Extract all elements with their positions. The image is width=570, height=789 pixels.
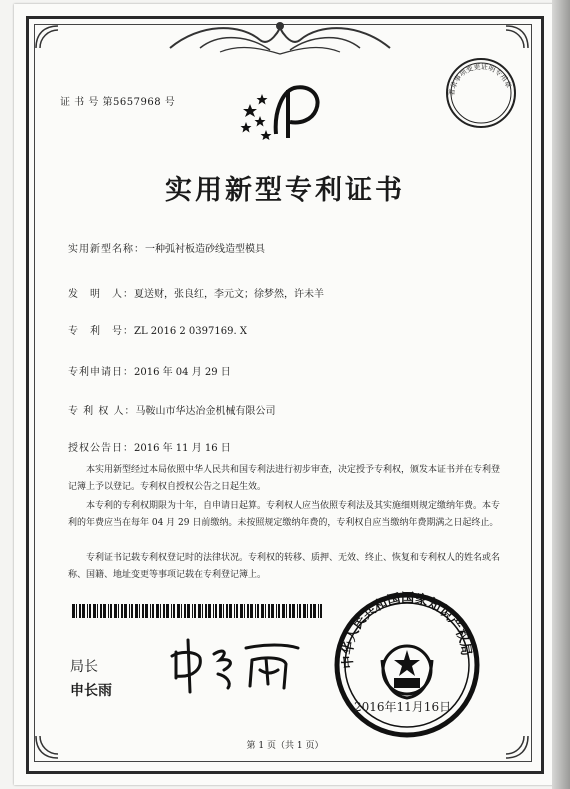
barcode	[72, 604, 328, 618]
patentee-label: 专 利 权 人：	[68, 406, 136, 417]
official-seal	[332, 590, 482, 740]
inventor-row	[68, 285, 324, 300]
certificate-title: 实用新型专利证书	[165, 175, 405, 206]
statement-paragraph-1: 本实用新型经过本局依照中华人民共和国专利法进行初步审查，决定授予专利权，颁发本证书并在专利登记簿上予以登记。专利权自授权公告之日起生效。	[68, 465, 501, 492]
name-value: 一种弧衬板造砂线造型模具	[145, 244, 265, 255]
director-name: 申长雨	[70, 683, 112, 699]
inventor-label: 发 明 人：	[68, 289, 134, 300]
seal-text: 中华人民共和国国家知识产权局	[340, 591, 474, 670]
page-edge-shadow	[552, 0, 570, 789]
change-certification-stamp	[444, 56, 518, 130]
seal-date: 2016年11月16日	[354, 700, 452, 714]
grant-date-row	[68, 439, 231, 454]
top-ornament	[160, 18, 400, 58]
utility-model-name-row	[68, 240, 265, 255]
grant-date-label: 授权公告日：	[68, 443, 134, 454]
patent-office-logo	[236, 82, 326, 142]
patentee-row	[68, 402, 276, 417]
statement-paragraph-3: 专利证书记载专利权登记时的法律状况。专利权的转移、质押、无效、终止、恢复和专利权人的姓名或名称、国籍、地址变更等事项记载在专利登记簿上。	[68, 553, 501, 580]
patent-number-value: ZL 2016 2 0397169. X	[134, 326, 247, 337]
page-footer: 第 1 页（共 1 页）	[246, 741, 324, 751]
filing-date-row	[68, 363, 231, 378]
filing-date-value: 2016 年 04 月 29 日	[134, 367, 231, 378]
patent-number-label: 专 利 号：	[68, 326, 134, 337]
certificate-number: 证 书 号 第5657968 号	[60, 97, 176, 108]
filing-date-label: 专利申请日：	[68, 367, 134, 378]
corner-ornament-tl	[34, 24, 60, 50]
grant-date-value: 2016 年 11 月 16 日	[134, 443, 231, 454]
director-title: 局长	[70, 659, 98, 675]
corner-ornament-tr	[504, 24, 530, 50]
patent-number-row	[68, 322, 247, 337]
inventor-value: 夏送财，张良红，李元文；徐梦然，许未羊	[134, 289, 324, 300]
patentee-value: 马鞍山市华达冶金机械有限公司	[135, 406, 276, 417]
stamp-text: 著录事项变更证明专用章	[447, 62, 513, 97]
director-signature	[168, 634, 308, 694]
statement-paragraph-2: 本专利的专利权期限为十年，自申请日起算。专利权人应当依照专利法及其实施细则规定缴纳年费。本专利的年费应当在每年 04 月 29 日前缴纳。未按照规定缴纳年费的，专利权自应当缴纳年费期满之日起终止。	[68, 501, 501, 528]
name-label: 实用新型名称：	[68, 244, 145, 255]
